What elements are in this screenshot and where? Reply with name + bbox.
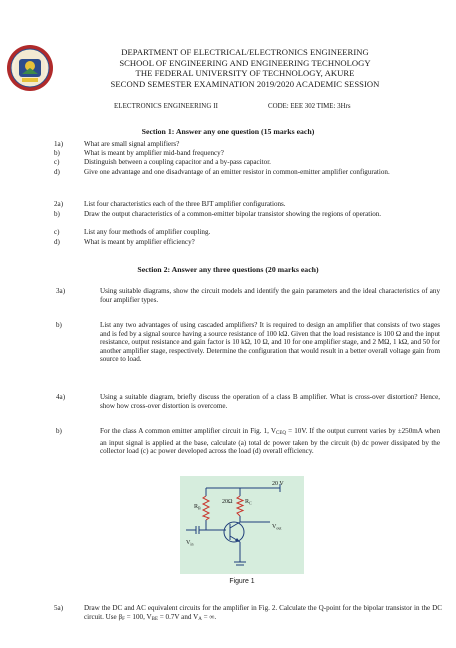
department-title: DEPARTMENT OF ELECTRICAL/ELECTRONICS ENGINEERING (121, 47, 369, 57)
q2c-text: List any four methods of amplifier coupling. (84, 228, 211, 236)
q2c-label: c) (54, 228, 60, 236)
section-1-title: Section 1: Answer any one question (15 marks each) (141, 127, 315, 136)
q3b-label: b) (56, 321, 62, 329)
q4b-label: b) (56, 427, 62, 435)
q1a-label: 1a) (54, 140, 64, 148)
session-title: SECOND SEMESTER EXAMINATION 2019/2020 ACADEMIC SESSION (110, 79, 380, 89)
q2b-label: b) (54, 210, 60, 218)
supply-voltage-label: 20 V (272, 481, 284, 487)
circuit-diagram (180, 476, 304, 574)
q5a-text: Draw the DC and AC equivalent circuits for the amplifier in Fig. 2. Calculate the Q-point for the bipolar transistor in the DC circuit. Use $\beta_F = 100$, $V_{BE} = 0.7V$ and $V_A$ = ∞. (84, 604, 442, 622)
q2a-label: 2a) (54, 200, 64, 208)
q2d-text: What is meant by amplifier efficiency? (84, 238, 195, 246)
university-title: THE FEDERAL UNIVERSITY OF TECHNOLOGY, AKURE (135, 68, 355, 78)
q4b-text: For the class A common emitter amplifier circuit in Fig. 1, $V_{CEQ} = 10V$. If the output current varies by ±250mA when an input signal is applied at the base, calculate (a) total dc power taken by the circuit (b) dc power dissipated by the collector load (c) ac power developed across the load (d) overall efficiency. (100, 427, 440, 456)
q1d-label: d) (54, 168, 60, 176)
q1c-text: Distinguish between a coupling capacitor and a by-pass capacitor. (84, 158, 271, 166)
course-title: ELECTRONICS ENGINEERING II (114, 103, 219, 110)
q1b-text: What is meant by amplifier mid-band frequency? (84, 149, 224, 157)
vout-label: $V_{out}$ (272, 524, 282, 531)
course-code-time: CODE: EEE 302 TIME: 3Hrs (268, 103, 351, 110)
q5a-label: 5a) (54, 604, 64, 612)
q1d-text: Give one advantage and one disadvantage of an emitter resistor in common-emitter amplifier configuration. (84, 168, 390, 176)
q1c-label: c) (54, 158, 60, 166)
q2a-text: List four characteristics each of the three BJT amplifier configurations. (84, 200, 286, 208)
rb-label: $R_B$ (194, 504, 201, 511)
school-title: SCHOOL OF ENGINEERING AND ENGINEERING TECHNOLOGY (119, 58, 371, 68)
rc-label: $R_C$ (245, 499, 252, 506)
section-2-title: Section 2: Answer any three questions (20 marks each) (137, 265, 319, 274)
rc-value-label: 20Ω (222, 499, 233, 505)
vin-label: $V_{in}$ (186, 540, 194, 547)
q4a-text: Using a suitable diagram, briefly discuss the operation of a class B amplifier. What is cross-over distortion? Hence, show how cross-over distortion is overcome. (100, 393, 440, 410)
q3a-text: Using suitable diagrams, show the circuit models and identify the gain parameters and the ideal characteristics of any four amplifier types. (100, 287, 440, 304)
q4a-label: 4a) (56, 393, 66, 401)
q3a-label: 3a) (56, 287, 66, 295)
q2b-text: Draw the output characteristics of a common-emitter bipolar transistor showing the regions of operation. (84, 210, 382, 218)
figure-1-caption: Figure 1 (229, 578, 255, 585)
university-logo (6, 44, 54, 92)
figure-1-circuit (180, 476, 304, 574)
q1a-text: What are small signal amplifiers? (84, 140, 180, 148)
q1b-label: b) (54, 149, 60, 157)
q3b-text: List any two advantages of using cascaded amplifiers? It is required to design an amplifier that consists of two stages and is fed by a signal source having a source resistance of 100 kΩ. Given that the load resistance is 100 Ω and the input resistance, output resistance and gain factor is 10 kΩ, 10 Ω, and 10 for one amplifier stage, and 2 MΩ, 1 kΩ, and 50 for another amplifier stage, respectively. Determine the configuration that would result in a better overall voltage gain from source to load. (100, 321, 440, 364)
q2d-label: d) (54, 238, 60, 246)
